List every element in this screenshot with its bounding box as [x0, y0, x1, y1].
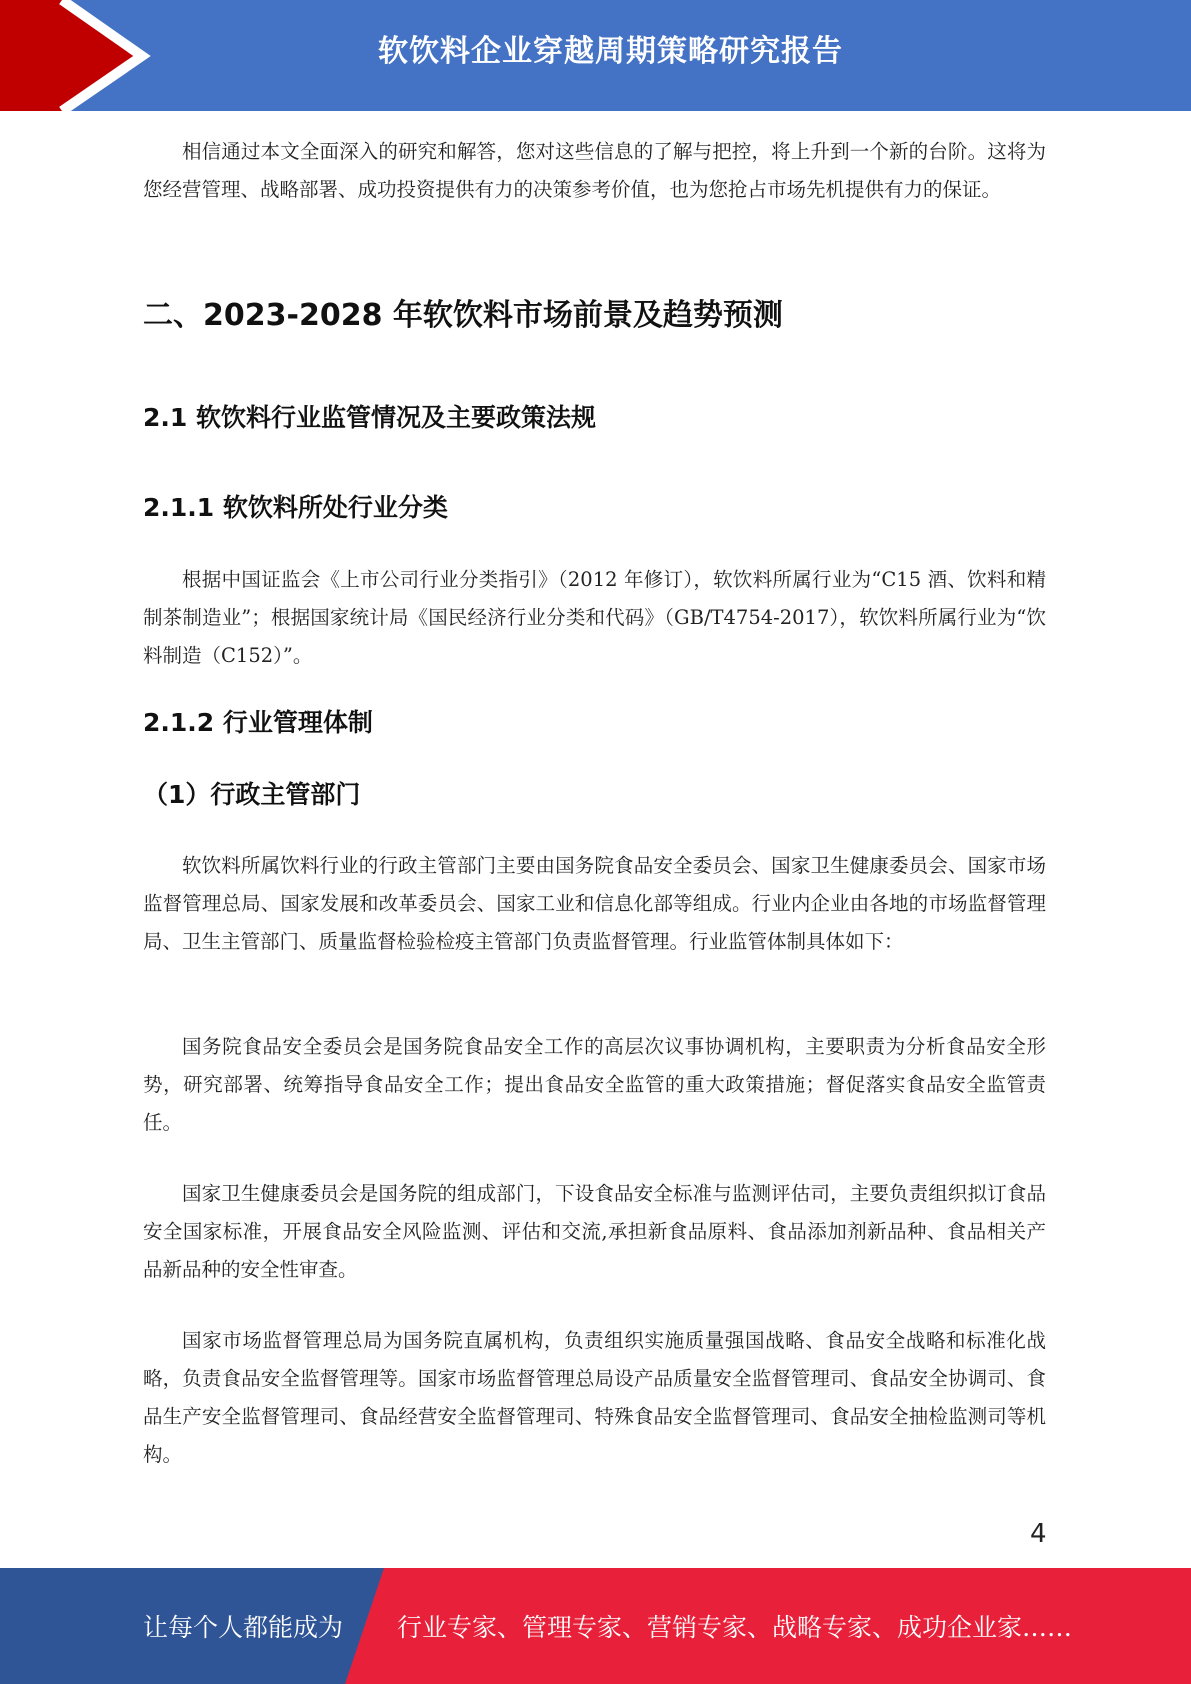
subsection-2-1-1-heading: 2.1.1 软饮料所处行业分类 [143, 493, 448, 522]
report-title: 软饮料企业穿越周期策略研究报告 [378, 34, 843, 69]
intro-paragraph: 相信通过本文全面深入的研究和解答，您对这些信息的了解与把控，将上升到一个新的台阶。这将为您经营管理、战略部署、成功投资提供有力的决策参考价值，也为您抢占市场先机提供有力的保证。 [143, 140, 1046, 201]
admin-paragraph: 软饮料所属饮料行业的行政主管部门主要由国务院食品安全委员会、国家卫生健康委员会、国家市场监督管理总局、国家发展和改革委员会、国家工业和信息化部等组成。行业内企业由各地的市场监督管理局、卫生主管部门、质量监督检验检疫主管部门负责监督管理。行业监管体制具体如下： [143, 854, 1046, 953]
subsection-2-1-heading: 2.1 软饮料行业监管情况及主要政策法规 [143, 403, 596, 432]
health-commission-paragraph: 国家卫生健康委员会是国务院的组成部门，下设食品安全标准与监测评估司，主要负责组织拟订食品安全国家标准，开展食品安全风险监测、评估和交流,承担新食品原料、食品添加剂新品种、食品相关产品新品种的安全性审查。 [143, 1182, 1046, 1281]
page-number: 4 [1030, 1519, 1047, 1549]
page-footer [0, 1568, 1191, 1684]
footer-slogan-left: 让每个人都能成为 [143, 1613, 344, 1642]
subsection-2-1-2-heading: 2.1.2 行业管理体制 [143, 708, 373, 737]
intro-block [143, 133, 1046, 209]
food-safety-committee-paragraph: 国务院食品安全委员会是国务院食品安全工作的高层次议事协调机构，主要职责为分析食品安全形势，研究部署、统筹指导食品安全工作；提出食品安全监管的重大政策措施；督促落实食品安全监管责任。 [143, 1035, 1046, 1134]
section-heading: 二、2023-2028 年软饮料市场前景及趋势预测 [143, 298, 783, 333]
market-regulation-paragraph: 国家市场监督管理总局为国务院直属机构，负责组织实施质量强国战略、食品安全战略和标准化战略，负责食品安全监督管理等。国家市场监督管理总局设产品质量安全监督管理司、食品安全协调司、食品生产安全监督管理司、食品经营安全监督管理司、特殊食品安全监督管理司、食品安全抽检监测司等机构。 [143, 1329, 1046, 1466]
classification-block [143, 561, 1046, 675]
food-safety-committee-block [143, 1028, 1046, 1142]
admin-block [143, 847, 1046, 961]
footer-slogan-right: 行业专家、管理专家、营销专家、战略专家、成功企业家…… [397, 1613, 1073, 1642]
health-commission-block [143, 1175, 1046, 1289]
classification-paragraph: 根据中国证监会《上市公司行业分类指引》（2012 年修订），软饮料所属行业为“C15 酒、饮料和精制茶制造业”；根据国家统计局《国民经济行业分类和代码》（GB/T4754-2017），软饮料所属行业为“饮料制造（C152）”。 [143, 568, 1046, 667]
market-regulation-block [143, 1322, 1046, 1474]
page-header [0, 0, 1191, 111]
admin-department-heading: （1）行政主管部门 [143, 780, 361, 809]
